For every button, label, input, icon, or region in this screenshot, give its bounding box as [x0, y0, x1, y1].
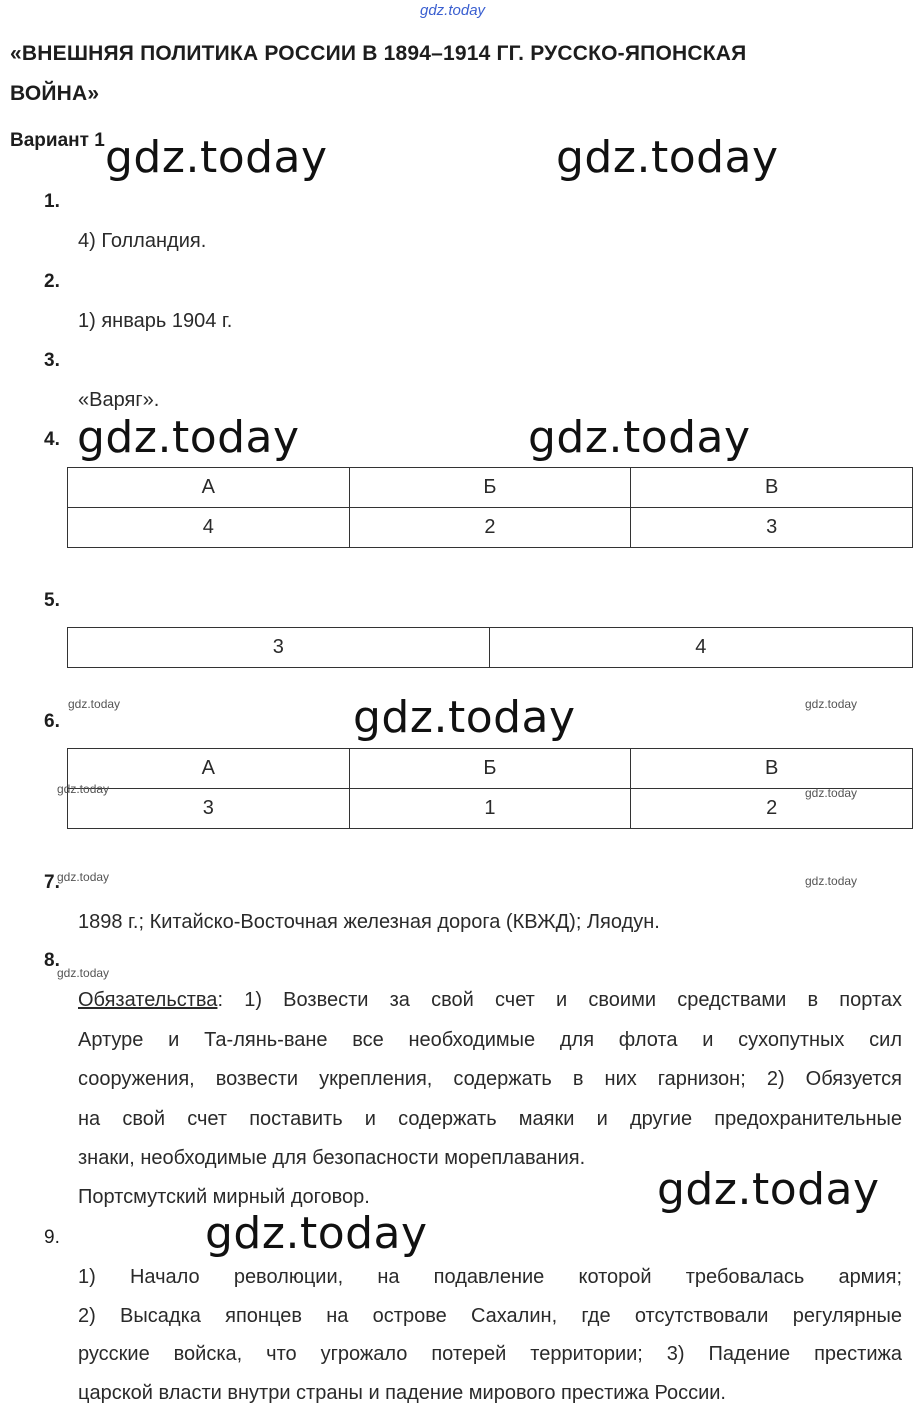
line-text: : 1) Возвести за свой счет и своими средствами в портах	[217, 989, 902, 1011]
table-cell: 4	[68, 508, 350, 548]
table-row	[68, 628, 913, 668]
answer-paragraph-q9	[78, 1258, 902, 1412]
answer-table-q5	[67, 627, 913, 668]
question-number: 4.	[44, 429, 60, 450]
watermark-small: gdz.today	[805, 697, 858, 711]
table-header-cell: В	[631, 468, 913, 508]
question-number: 6.	[44, 711, 60, 732]
answer-text: 1) январь 1904 г.	[78, 310, 233, 332]
answer-text: 4) Голландия.	[78, 230, 207, 252]
watermark-big: gdz.today	[528, 412, 751, 463]
watermark-big: gdz.today	[205, 1208, 428, 1259]
paragraph-line: сооружения, возвести укрепления, содержать в них гарнизон; 2) Обязуется	[78, 1068, 902, 1090]
paragraph-line: 1) Начало революции, на подавление которой требовалась армия;	[78, 1266, 902, 1288]
treaty-name: Портсмутский мирный договор.	[78, 1185, 370, 1208]
table-cell: 4	[489, 628, 913, 668]
table-row	[68, 789, 913, 829]
watermark-small: gdz.today	[805, 786, 858, 800]
table-header-cell: А	[68, 749, 350, 789]
table-cell: 1	[349, 789, 631, 829]
page-title	[10, 34, 910, 114]
table-cell: 3	[68, 628, 490, 668]
answer-table-q6	[67, 748, 913, 829]
table-row	[68, 508, 913, 548]
watermark-small: gdz.today	[805, 874, 858, 888]
answer-text: 1898 г.; Китайско-Восточная железная дорога (КВЖД); Ляодун.	[78, 911, 660, 933]
question-number: 1.	[44, 191, 60, 212]
question-number: 7.	[44, 872, 60, 893]
table-header-cell: А	[68, 468, 350, 508]
table-header-cell: Б	[349, 749, 631, 789]
watermark-big: gdz.today	[353, 692, 576, 743]
watermark-small: gdz.today	[57, 782, 110, 796]
question-number: 2.	[44, 271, 60, 292]
paragraph-line: 2) Высадка японцев на острове Сахалин, где отсутствовали регулярные	[78, 1304, 902, 1327]
watermark-big: gdz.today	[105, 132, 328, 183]
table-cell: 3	[631, 508, 913, 548]
watermark-small: gdz.today	[57, 966, 110, 980]
question-number: 9.	[44, 1227, 60, 1248]
table-header-cell: Б	[349, 468, 631, 508]
answer-text: «Варяг».	[78, 389, 160, 411]
question-number: 3.	[44, 350, 60, 371]
table-row	[68, 468, 913, 508]
paragraph-line: русские войска, что угрожало потерей территории; 3) Падение престижа	[78, 1343, 902, 1365]
paragraph-line: знаки, необходимые для безопасности мореплавания.	[78, 1147, 586, 1169]
paragraph-line: на свой счет поставить и содержать маяки и другие предохранительные	[78, 1107, 902, 1130]
table-cell: 2	[349, 508, 631, 548]
watermark-top: gdz.today	[420, 2, 486, 19]
paragraph-line	[78, 981, 902, 1021]
underlined-label: Обязательства	[78, 989, 218, 1011]
question-number: 8.	[44, 950, 60, 971]
watermark-big: gdz.today	[657, 1164, 880, 1215]
watermark-small: gdz.today	[68, 697, 121, 711]
table-cell: 3	[68, 789, 350, 829]
table-cell: 2	[631, 789, 913, 829]
watermark-small: gdz.today	[57, 870, 110, 884]
question-number: 5.	[44, 590, 60, 611]
variant-label: Вариант 1	[10, 130, 105, 151]
table-row	[68, 749, 913, 789]
title-line-2: ВОЙНА»	[10, 82, 100, 105]
paragraph-line: Артуре и Та-лянь-ване все необходимые для флота и сухопутных сил	[78, 1028, 902, 1051]
watermark-big: gdz.today	[77, 412, 300, 463]
answer-table-q4	[67, 467, 913, 548]
watermark-big: gdz.today	[556, 132, 779, 183]
table-header-cell: В	[631, 749, 913, 789]
paragraph-line: царской власти внутри страны и падение мирового престижа России.	[78, 1381, 726, 1404]
title-line-1: «ВНЕШНЯЯ ПОЛИТИКА РОССИИ В 1894–1914 ГГ. РУССКО-ЯПОНСКАЯ	[10, 42, 747, 65]
